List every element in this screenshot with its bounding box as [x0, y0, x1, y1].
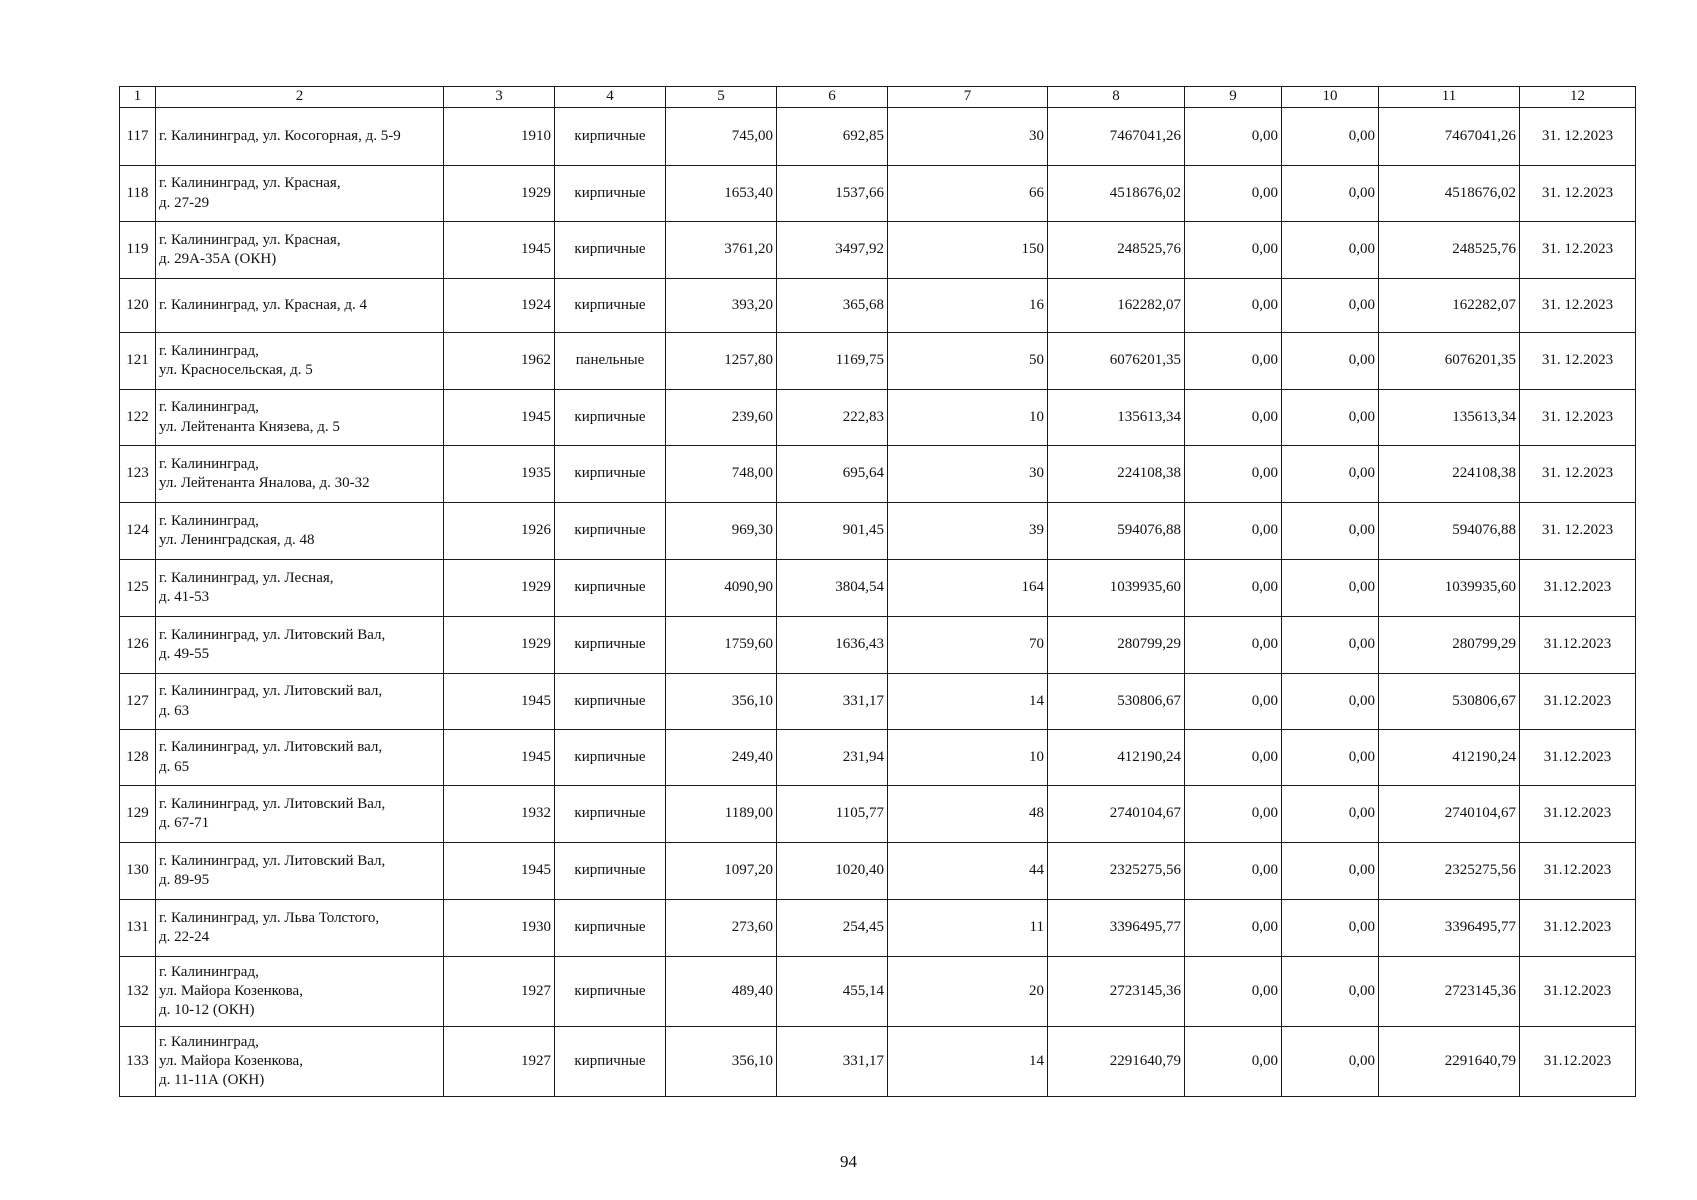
total-cost-cell: 2723145,36 [1048, 957, 1185, 1027]
table-row [120, 900, 1636, 957]
address-cell: г. Калининград, ул. Литовский Вал, д. 67-71 [156, 786, 444, 843]
column-10-cell: 0,00 [1282, 166, 1379, 222]
column-header-12: 12 [1520, 87, 1636, 108]
residential-area-cell: 1169,75 [777, 333, 888, 390]
column-11-cell: 7467041,26 [1379, 108, 1520, 166]
row-number: 122 [120, 390, 156, 446]
row-number: 117 [120, 108, 156, 166]
page-number: 94 [840, 1152, 857, 1171]
row-number: 127 [120, 674, 156, 730]
table-row [120, 166, 1636, 222]
address-cell: г. Калининград, ул. Майора Козенкова, д. 10-12 (ОКН) [156, 957, 444, 1027]
deadline-date-cell: 31. 12.2023 [1520, 503, 1636, 560]
column-header-6: 6 [777, 87, 888, 108]
total-cost-cell: 162282,07 [1048, 279, 1185, 333]
column-header-5: 5 [666, 87, 777, 108]
total-cost-cell: 412190,24 [1048, 730, 1185, 786]
residents-cell: 44 [888, 843, 1048, 900]
total-area-cell: 3761,20 [666, 222, 777, 279]
total-area-cell: 969,30 [666, 503, 777, 560]
deadline-date-cell: 31. 12.2023 [1520, 108, 1636, 166]
column-11-cell: 162282,07 [1379, 279, 1520, 333]
residential-area-cell: 254,45 [777, 900, 888, 957]
total-cost-cell: 135613,34 [1048, 390, 1185, 446]
column-11-cell: 6076201,35 [1379, 333, 1520, 390]
year-cell: 1932 [444, 786, 555, 843]
column-11-cell: 135613,34 [1379, 390, 1520, 446]
column-11-cell: 248525,76 [1379, 222, 1520, 279]
table-row [120, 1027, 1636, 1097]
deadline-date-cell: 31. 12.2023 [1520, 333, 1636, 390]
table-row [120, 617, 1636, 674]
deadline-date-cell: 31.12.2023 [1520, 617, 1636, 674]
table-row [120, 843, 1636, 900]
residents-cell: 10 [888, 390, 1048, 446]
table-row [120, 279, 1636, 333]
row-number: 131 [120, 900, 156, 957]
residents-cell: 39 [888, 503, 1048, 560]
residential-area-cell: 331,17 [777, 674, 888, 730]
address-cell: г. Калининград, ул. Литовский Вал, д. 49-55 [156, 617, 444, 674]
table-row [120, 786, 1636, 843]
residential-area-cell: 1636,43 [777, 617, 888, 674]
column-10-cell: 0,00 [1282, 279, 1379, 333]
column-10-cell: 0,00 [1282, 957, 1379, 1027]
year-cell: 1927 [444, 957, 555, 1027]
column-11-cell: 2325275,56 [1379, 843, 1520, 900]
total-area-cell: 1759,60 [666, 617, 777, 674]
year-cell: 1929 [444, 617, 555, 674]
total-area-cell: 489,40 [666, 957, 777, 1027]
column-11-cell: 224108,38 [1379, 446, 1520, 503]
deadline-date-cell: 31. 12.2023 [1520, 279, 1636, 333]
total-cost-cell: 248525,76 [1048, 222, 1185, 279]
row-number: 120 [120, 279, 156, 333]
residents-cell: 70 [888, 617, 1048, 674]
column-10-cell: 0,00 [1282, 674, 1379, 730]
column-10-cell: 0,00 [1282, 108, 1379, 166]
column-11-cell: 2740104,67 [1379, 786, 1520, 843]
wall-material-cell: кирпичные [555, 560, 666, 617]
total-area-cell: 249,40 [666, 730, 777, 786]
column-10-cell: 0,00 [1282, 786, 1379, 843]
total-cost-cell: 280799,29 [1048, 617, 1185, 674]
wall-material-cell: кирпичные [555, 786, 666, 843]
column-11-cell: 594076,88 [1379, 503, 1520, 560]
year-cell: 1910 [444, 108, 555, 166]
table-row [120, 222, 1636, 279]
address-cell: г. Калининград, ул. Лесная, д. 41-53 [156, 560, 444, 617]
column-header-10: 10 [1282, 87, 1379, 108]
residential-area-cell: 455,14 [777, 957, 888, 1027]
column-9-cell: 0,00 [1185, 108, 1282, 166]
total-cost-cell: 2740104,67 [1048, 786, 1185, 843]
total-area-cell: 356,10 [666, 674, 777, 730]
total-area-cell: 1257,80 [666, 333, 777, 390]
total-area-cell: 745,00 [666, 108, 777, 166]
total-area-cell: 1189,00 [666, 786, 777, 843]
deadline-date-cell: 31.12.2023 [1520, 730, 1636, 786]
year-cell: 1926 [444, 503, 555, 560]
column-9-cell: 0,00 [1185, 674, 1282, 730]
deadline-date-cell: 31. 12.2023 [1520, 166, 1636, 222]
row-number: 125 [120, 560, 156, 617]
column-9-cell: 0,00 [1185, 333, 1282, 390]
column-9-cell: 0,00 [1185, 279, 1282, 333]
wall-material-cell: кирпичные [555, 617, 666, 674]
deadline-date-cell: 31. 12.2023 [1520, 390, 1636, 446]
row-number: 133 [120, 1027, 156, 1097]
deadline-date-cell: 31.12.2023 [1520, 843, 1636, 900]
table-row [120, 446, 1636, 503]
column-9-cell: 0,00 [1185, 446, 1282, 503]
column-header-4: 4 [555, 87, 666, 108]
total-cost-cell: 6076201,35 [1048, 333, 1185, 390]
wall-material-cell: кирпичные [555, 730, 666, 786]
address-cell: г. Калининград, ул. Литовский Вал, д. 89-95 [156, 843, 444, 900]
residential-area-cell: 1105,77 [777, 786, 888, 843]
residents-cell: 30 [888, 446, 1048, 503]
wall-material-cell: кирпичные [555, 957, 666, 1027]
column-number-header-row [120, 87, 1636, 108]
deadline-date-cell: 31.12.2023 [1520, 1027, 1636, 1097]
column-9-cell: 0,00 [1185, 900, 1282, 957]
residential-area-cell: 1020,40 [777, 843, 888, 900]
column-10-cell: 0,00 [1282, 333, 1379, 390]
column-10-cell: 0,00 [1282, 390, 1379, 446]
year-cell: 1930 [444, 900, 555, 957]
wall-material-cell: кирпичные [555, 446, 666, 503]
deadline-date-cell: 31.12.2023 [1520, 674, 1636, 730]
total-cost-cell: 530806,67 [1048, 674, 1185, 730]
address-cell: г. Калининград, ул. Ленинградская, д. 48 [156, 503, 444, 560]
column-10-cell: 0,00 [1282, 222, 1379, 279]
column-header-11: 11 [1379, 87, 1520, 108]
address-cell: г. Калининград, ул. Литовский вал, д. 63 [156, 674, 444, 730]
column-11-cell: 2291640,79 [1379, 1027, 1520, 1097]
residential-area-cell: 331,17 [777, 1027, 888, 1097]
wall-material-cell: кирпичные [555, 674, 666, 730]
column-9-cell: 0,00 [1185, 222, 1282, 279]
table-row [120, 560, 1636, 617]
address-cell: г. Калининград, ул. Косогорная, д. 5-9 [156, 108, 444, 166]
column-header-2: 2 [156, 87, 444, 108]
wall-material-cell: кирпичные [555, 166, 666, 222]
row-number: 118 [120, 166, 156, 222]
residential-area-cell: 692,85 [777, 108, 888, 166]
row-number: 128 [120, 730, 156, 786]
row-number: 123 [120, 446, 156, 503]
wall-material-cell: кирпичные [555, 843, 666, 900]
wall-material-cell: кирпичные [555, 503, 666, 560]
year-cell: 1945 [444, 730, 555, 786]
residents-cell: 14 [888, 674, 1048, 730]
column-11-cell: 412190,24 [1379, 730, 1520, 786]
year-cell: 1962 [444, 333, 555, 390]
residential-area-cell: 231,94 [777, 730, 888, 786]
column-9-cell: 0,00 [1185, 957, 1282, 1027]
wall-material-cell: кирпичные [555, 900, 666, 957]
year-cell: 1929 [444, 560, 555, 617]
row-number: 126 [120, 617, 156, 674]
total-cost-cell: 1039935,60 [1048, 560, 1185, 617]
column-header-8: 8 [1048, 87, 1185, 108]
year-cell: 1927 [444, 1027, 555, 1097]
residents-cell: 48 [888, 786, 1048, 843]
total-area-cell: 1097,20 [666, 843, 777, 900]
total-cost-cell: 594076,88 [1048, 503, 1185, 560]
year-cell: 1945 [444, 390, 555, 446]
address-cell: г. Калининград, ул. Красная, д. 4 [156, 279, 444, 333]
wall-material-cell: кирпичные [555, 390, 666, 446]
column-9-cell: 0,00 [1185, 1027, 1282, 1097]
total-area-cell: 1653,40 [666, 166, 777, 222]
residential-area-cell: 222,83 [777, 390, 888, 446]
residential-area-cell: 3804,54 [777, 560, 888, 617]
address-cell: г. Калининград, ул. Красная, д. 29А-35А (ОКН) [156, 222, 444, 279]
table-body [120, 108, 1636, 1097]
table-row [120, 390, 1636, 446]
column-10-cell: 0,00 [1282, 560, 1379, 617]
total-area-cell: 356,10 [666, 1027, 777, 1097]
column-10-cell: 0,00 [1282, 503, 1379, 560]
address-cell: г. Калининград, ул. Красная, д. 27-29 [156, 166, 444, 222]
residents-cell: 66 [888, 166, 1048, 222]
table-row [120, 674, 1636, 730]
residents-cell: 16 [888, 279, 1048, 333]
address-cell: г. Калининград, ул. Красносельская, д. 5 [156, 333, 444, 390]
table-row [120, 730, 1636, 786]
residential-area-cell: 1537,66 [777, 166, 888, 222]
total-area-cell: 239,60 [666, 390, 777, 446]
registry-sheet [119, 86, 1636, 1097]
row-number: 129 [120, 786, 156, 843]
total-cost-cell: 3396495,77 [1048, 900, 1185, 957]
residential-area-cell: 3497,92 [777, 222, 888, 279]
total-area-cell: 393,20 [666, 279, 777, 333]
wall-material-cell: кирпичные [555, 222, 666, 279]
row-number: 130 [120, 843, 156, 900]
column-header-1: 1 [120, 87, 156, 108]
year-cell: 1945 [444, 222, 555, 279]
address-cell: г. Калининград, ул. Льва Толстого, д. 22-24 [156, 900, 444, 957]
column-10-cell: 0,00 [1282, 446, 1379, 503]
deadline-date-cell: 31.12.2023 [1520, 786, 1636, 843]
table-row [120, 957, 1636, 1027]
column-11-cell: 280799,29 [1379, 617, 1520, 674]
wall-material-cell: кирпичные [555, 108, 666, 166]
deadline-date-cell: 31.12.2023 [1520, 560, 1636, 617]
column-9-cell: 0,00 [1185, 560, 1282, 617]
total-cost-cell: 7467041,26 [1048, 108, 1185, 166]
column-header-7: 7 [888, 87, 1048, 108]
column-11-cell: 4518676,02 [1379, 166, 1520, 222]
registry-table [119, 86, 1636, 1097]
residents-cell: 30 [888, 108, 1048, 166]
column-9-cell: 0,00 [1185, 166, 1282, 222]
residents-cell: 14 [888, 1027, 1048, 1097]
residents-cell: 11 [888, 900, 1048, 957]
column-10-cell: 0,00 [1282, 900, 1379, 957]
residents-cell: 164 [888, 560, 1048, 617]
total-cost-cell: 4518676,02 [1048, 166, 1185, 222]
wall-material-cell: кирпичные [555, 1027, 666, 1097]
residents-cell: 20 [888, 957, 1048, 1027]
column-10-cell: 0,00 [1282, 843, 1379, 900]
total-cost-cell: 2325275,56 [1048, 843, 1185, 900]
column-9-cell: 0,00 [1185, 503, 1282, 560]
address-cell: г. Калининград, ул. Лейтенанта Князева, д. 5 [156, 390, 444, 446]
residential-area-cell: 695,64 [777, 446, 888, 503]
column-9-cell: 0,00 [1185, 843, 1282, 900]
wall-material-cell: кирпичные [555, 279, 666, 333]
wall-material-cell: панельные [555, 333, 666, 390]
row-number: 119 [120, 222, 156, 279]
row-number: 132 [120, 957, 156, 1027]
residents-cell: 10 [888, 730, 1048, 786]
residents-cell: 150 [888, 222, 1048, 279]
column-11-cell: 530806,67 [1379, 674, 1520, 730]
deadline-date-cell: 31. 12.2023 [1520, 446, 1636, 503]
column-10-cell: 0,00 [1282, 617, 1379, 674]
deadline-date-cell: 31. 12.2023 [1520, 222, 1636, 279]
column-9-cell: 0,00 [1185, 390, 1282, 446]
column-11-cell: 3396495,77 [1379, 900, 1520, 957]
year-cell: 1935 [444, 446, 555, 503]
table-row [120, 333, 1636, 390]
column-10-cell: 0,00 [1282, 1027, 1379, 1097]
deadline-date-cell: 31.12.2023 [1520, 900, 1636, 957]
total-area-cell: 748,00 [666, 446, 777, 503]
residential-area-cell: 365,68 [777, 279, 888, 333]
residential-area-cell: 901,45 [777, 503, 888, 560]
column-9-cell: 0,00 [1185, 730, 1282, 786]
total-cost-cell: 224108,38 [1048, 446, 1185, 503]
address-cell: г. Калининград, ул. Майора Козенкова, д. 11-11А (ОКН) [156, 1027, 444, 1097]
year-cell: 1945 [444, 843, 555, 900]
column-11-cell: 2723145,36 [1379, 957, 1520, 1027]
table-row [120, 108, 1636, 166]
residents-cell: 50 [888, 333, 1048, 390]
deadline-date-cell: 31.12.2023 [1520, 957, 1636, 1027]
row-number: 124 [120, 503, 156, 560]
total-cost-cell: 2291640,79 [1048, 1027, 1185, 1097]
column-header-3: 3 [444, 87, 555, 108]
year-cell: 1945 [444, 674, 555, 730]
year-cell: 1929 [444, 166, 555, 222]
column-10-cell: 0,00 [1282, 730, 1379, 786]
address-cell: г. Калининград, ул. Литовский вал, д. 65 [156, 730, 444, 786]
row-number: 121 [120, 333, 156, 390]
column-9-cell: 0,00 [1185, 786, 1282, 843]
address-cell: г. Калининград, ул. Лейтенанта Яналова, д. 30-32 [156, 446, 444, 503]
column-header-9: 9 [1185, 87, 1282, 108]
total-area-cell: 4090,90 [666, 560, 777, 617]
column-9-cell: 0,00 [1185, 617, 1282, 674]
year-cell: 1924 [444, 279, 555, 333]
table-row [120, 503, 1636, 560]
column-11-cell: 1039935,60 [1379, 560, 1520, 617]
total-area-cell: 273,60 [666, 900, 777, 957]
